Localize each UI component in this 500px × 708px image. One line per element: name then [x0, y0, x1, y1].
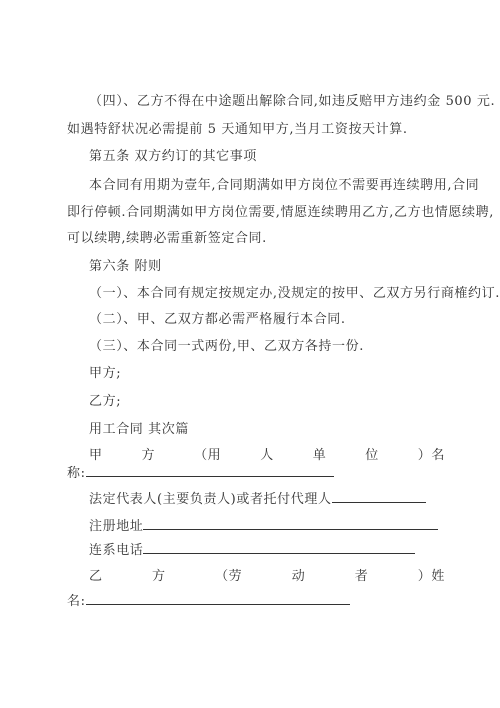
party-b-header-char: 动: [291, 569, 306, 584]
clause-4-continuation: 如遇特舒状况必需提前 5 天通知甲方,当月工资按天计算.: [67, 122, 408, 137]
party-b-name-blank[interactable]: [86, 592, 350, 605]
party-a-header-char: 甲: [89, 448, 103, 463]
party-a-phone-blank[interactable]: [143, 541, 415, 554]
party-a-representative-blank[interactable]: [332, 490, 426, 503]
article-6-heading: 第六条 附则: [89, 259, 162, 274]
article-5-body-line-3: 可以续聘,续聘必需重新签定合同.: [67, 231, 267, 246]
party-b-header-char: （劳: [215, 569, 243, 584]
article-6-clause-3: （三）、本合同一式两份,甲、乙双方各持一份.: [89, 339, 364, 354]
party-b-header-char: ）姓: [417, 569, 445, 584]
party-a-representative-row: [89, 490, 445, 508]
article-6-clause-1: （一）、本合同有规定按规定办,没规定的按甲、乙双方另行商榷约订.: [89, 286, 500, 301]
article-5-body-line-1: 本合同有用期为壹年,合同期满如甲方岗位不需要再连续聘用,合同: [89, 178, 480, 193]
party-a-header-char: ）名: [417, 448, 445, 463]
party-a-phone-label: 连系电话: [89, 543, 144, 558]
article-6-clause-2: （二）、甲、乙双方都必需严格履行本合同.: [89, 312, 346, 327]
party-b-header: [89, 568, 445, 585]
party-a-representative-label: 法定代表人(主要负责人)或者托付代理人: [89, 492, 332, 507]
party-a-header-char: 方: [141, 448, 156, 463]
party-a-header-char: （用: [194, 448, 222, 463]
party-a-phone-row: [89, 541, 445, 559]
party-b-header-char: 方: [152, 569, 166, 584]
party-a-address-label: 注册地址: [89, 519, 144, 534]
party-a-name-row: [67, 464, 445, 482]
party-b-header-char: 者: [354, 569, 369, 584]
party-b-signature-label: 乙方;: [89, 394, 122, 409]
party-a-address-blank[interactable]: [143, 517, 438, 530]
article-5-body-line-2: 即行停顿.合同期满如甲方岗位需要,情愿连续聘用乙方,乙方也情愿续聘,: [67, 205, 494, 220]
party-a-name-label: 称:: [67, 466, 86, 481]
party-a-name-blank[interactable]: [86, 464, 334, 477]
party-b-name-label: 名:: [67, 594, 86, 609]
party-a-header-char: 位: [365, 448, 379, 463]
party-a-address-row: [89, 517, 445, 535]
party-b-name-row: [67, 592, 445, 610]
party-a-signature-label: 甲方;: [89, 366, 122, 381]
clause-4-text: （四）、乙方不得在中途题出解除合同,如违反赔甲方违约金 500 元.: [89, 94, 496, 109]
article-5-heading: 第五条 双方约订的其它事项: [89, 149, 257, 164]
party-a-header-char: 单: [312, 448, 327, 463]
party-a-header: [89, 447, 445, 464]
party-b-header-char: 乙: [89, 569, 103, 584]
second-contract-title: 用工合同 其次篇: [89, 422, 189, 437]
party-a-header-char: 人: [260, 448, 274, 463]
